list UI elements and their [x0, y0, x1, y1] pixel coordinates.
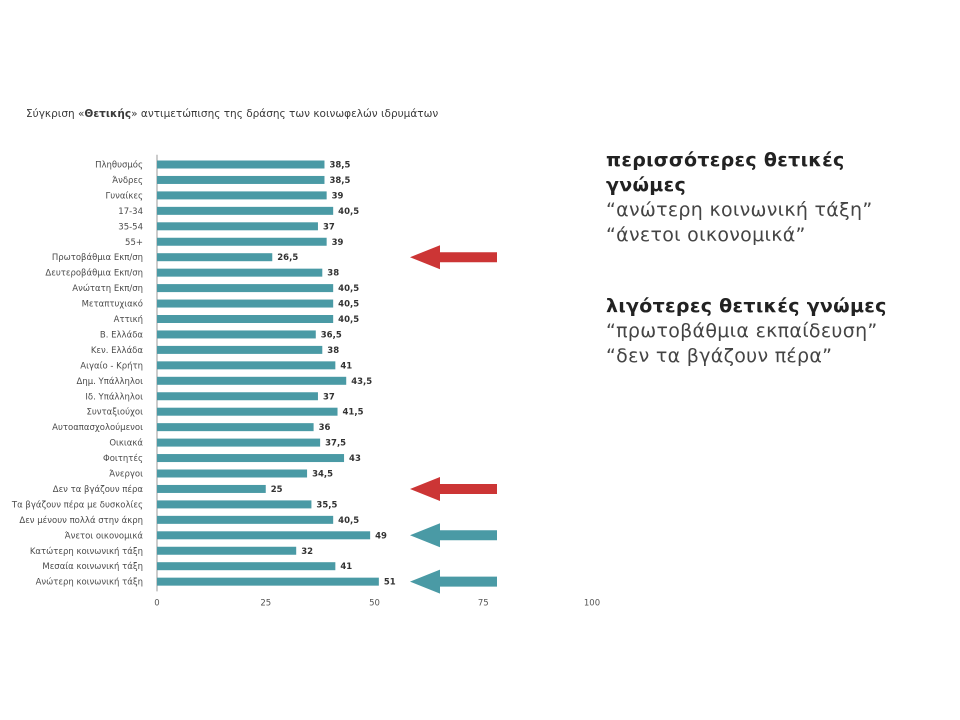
category-label-26: Μεσαία κοινωνική τάξη	[42, 562, 143, 573]
category-label-5: 55+	[125, 237, 143, 248]
category-label-7: Δευτεροβάθμια Εκπ/ση	[45, 268, 143, 279]
category-label-20: Άνεργοι	[109, 469, 143, 480]
bar-25	[157, 547, 296, 555]
bar-11	[157, 330, 316, 338]
category-label-15: Ιδ. Υπάλληλοι	[85, 392, 143, 403]
more-positive-note	[606, 148, 872, 248]
bar-20	[157, 470, 307, 478]
less-positive-quote-2: “δεν τα βγάζουν πέρα”	[606, 345, 833, 367]
category-label-4: 35-54	[118, 222, 143, 233]
value-label-12: 38	[327, 345, 340, 356]
category-label-10: Αττική	[113, 315, 143, 325]
bar-1	[157, 176, 324, 184]
value-label-18: 37,5	[325, 438, 347, 449]
category-label-6: Πρωτοβάθμια Εκπ/ση	[51, 253, 143, 264]
value-label-27: 51	[383, 577, 396, 588]
bar-0	[157, 161, 324, 169]
bar-18	[157, 439, 320, 447]
bar-8	[157, 284, 333, 292]
chart-title-suffix: » αντιμετώπισης της δράσης των κοινωφελών ιδρυμάτων	[131, 108, 439, 120]
arrow-icon-0	[410, 245, 497, 269]
chart-title-prefix: Σύγκριση «	[26, 108, 85, 120]
bar-4	[157, 222, 318, 230]
bar-21	[157, 485, 266, 493]
value-label-26: 41	[340, 562, 353, 573]
less-positive-quote-1: “πρωτοβάθμια εκπαίδευση”	[606, 320, 878, 342]
less-positive-note	[606, 294, 887, 369]
value-label-13: 41	[340, 361, 353, 372]
category-label-17: Αυτοαπασχολούμενοι	[52, 423, 143, 434]
category-label-2: Γυναίκες	[105, 191, 143, 202]
value-label-8: 40,5	[338, 284, 360, 295]
x-tick-label-4: 100	[583, 598, 601, 609]
x-tick-label-2: 50	[369, 598, 380, 609]
arrow-icon-1	[410, 477, 497, 501]
more-positive-quote-2: “άνετοι οικονομικά”	[606, 224, 806, 246]
category-label-18: Οικιακά	[109, 438, 143, 449]
bar-15	[157, 392, 318, 400]
category-label-11: Β. Ελλάδα	[99, 330, 143, 341]
category-label-25: Κατώτερη κοινωνική τάξη	[29, 546, 143, 557]
bar-7	[157, 269, 322, 277]
category-label-0: Πληθυσμός	[95, 160, 143, 171]
value-label-6: 26,5	[277, 253, 299, 264]
value-label-0: 38,5	[329, 160, 351, 171]
value-label-24: 49	[375, 531, 387, 542]
x-tick-label-1: 25	[260, 598, 272, 609]
bar-17	[157, 423, 314, 431]
bar-24	[157, 531, 370, 539]
bar-16	[157, 408, 338, 416]
bar-14	[157, 377, 346, 385]
value-label-23: 40,5	[338, 515, 360, 526]
category-label-16: Συνταξιούχοι	[86, 407, 143, 418]
x-tick-label-3: 75	[477, 598, 489, 609]
x-tick-label-0: 0	[154, 598, 160, 609]
category-label-14: Δημ. Υπάλληλοι	[76, 376, 143, 387]
bar-6	[157, 253, 272, 261]
category-label-27: Ανώτερη κοινωνική τάξη	[35, 577, 143, 588]
value-label-22: 35,5	[316, 500, 338, 511]
category-label-19: Φοιτητές	[103, 454, 143, 465]
bar-13	[157, 361, 335, 369]
category-label-9: Μεταπτυχιακό	[81, 299, 143, 310]
category-label-3: 17-34	[118, 206, 143, 217]
value-label-15: 37	[322, 392, 335, 403]
value-label-16: 41,5	[342, 407, 364, 418]
value-label-2: 39	[331, 191, 344, 202]
value-label-4: 37	[322, 222, 335, 233]
bar-5	[157, 238, 327, 246]
value-label-25: 32	[301, 546, 314, 557]
bar-26	[157, 562, 335, 570]
bar-10	[157, 315, 333, 323]
category-label-22: Τα βγάζουν πέρα με δυσκολίες	[11, 500, 143, 511]
value-label-1: 38,5	[329, 175, 351, 186]
bar-9	[157, 300, 333, 308]
bar-23	[157, 516, 333, 524]
category-label-12: Κεν. Ελλάδα	[90, 345, 143, 356]
bar-2	[157, 191, 327, 199]
value-label-11: 36,5	[320, 330, 342, 341]
bar-22	[157, 500, 311, 508]
category-label-23: Δεν μένουν πολλά στην άκρη	[19, 515, 143, 526]
category-label-1: Άνδρες	[112, 175, 143, 186]
value-label-14: 43,5	[351, 376, 373, 387]
category-label-24: Άνετοι οικονομικά	[64, 531, 143, 542]
arrow-icon-2	[410, 523, 497, 547]
more-positive-heading-line2: γνώμες	[606, 174, 687, 196]
chart-title-bold: Θετικής	[84, 108, 132, 120]
value-label-17: 36	[318, 423, 331, 434]
bar-19	[157, 454, 344, 462]
arrow-icon-3	[410, 570, 497, 594]
value-label-10: 40,5	[338, 315, 360, 325]
value-label-19: 43	[349, 454, 361, 465]
more-positive-heading-line1: περισσότερες θετικές	[606, 149, 845, 171]
bar-27	[157, 578, 379, 586]
category-label-8: Ανώτατη Εκπ/ση	[72, 284, 143, 295]
value-label-20: 34,5	[312, 469, 334, 480]
value-label-7: 38	[327, 268, 340, 279]
less-positive-heading: λιγότερες θετικές γνώμες	[606, 295, 887, 317]
value-label-21: 25	[270, 484, 283, 495]
bar-12	[157, 346, 322, 354]
value-label-9: 40,5	[338, 299, 360, 310]
more-positive-quote-1: “ανώτερη κοινωνική τάξη”	[606, 199, 873, 221]
category-label-13: Αιγαίο - Κρήτη	[80, 361, 143, 372]
category-label-21: Δεν τα βγάζουν πέρα	[52, 484, 143, 495]
value-label-3: 40,5	[338, 206, 360, 217]
value-label-5: 39	[331, 237, 344, 248]
bar-3	[157, 207, 333, 215]
